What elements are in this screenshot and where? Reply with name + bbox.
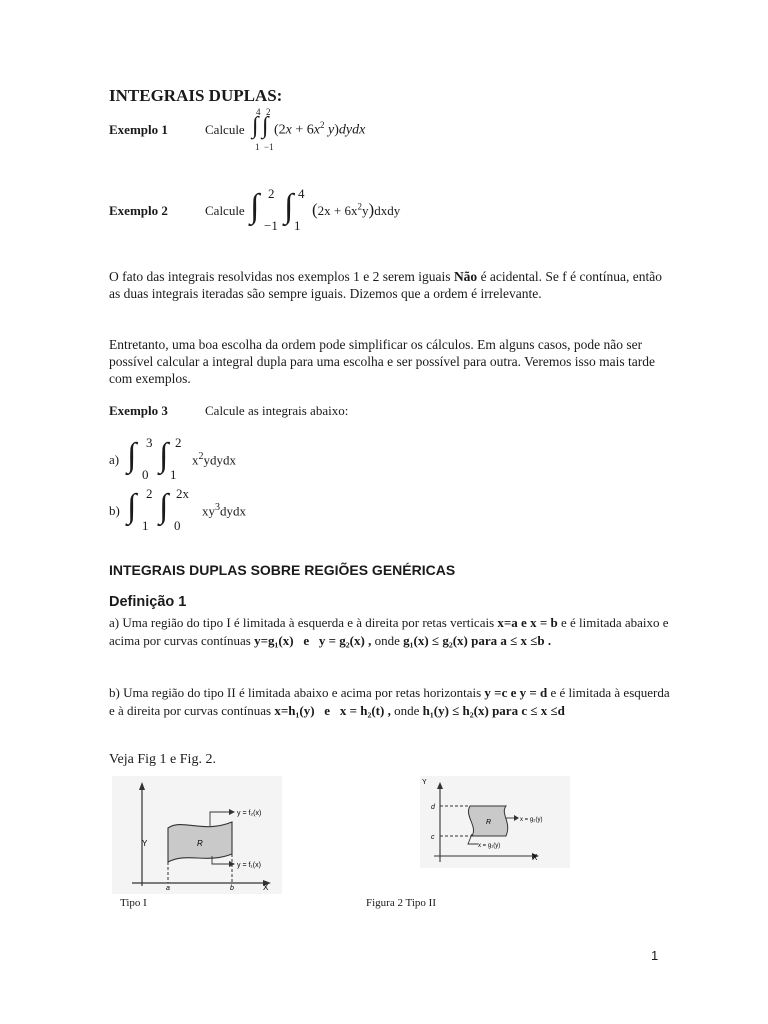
lower-limit: −1 — [264, 142, 274, 152]
paragraph-text: onde — [394, 703, 420, 718]
integral-sign: ∫ — [127, 437, 137, 474]
integrand: $x^2ydydx$ — [192, 451, 236, 468]
figure-1-caption: Tipo I — [120, 897, 147, 909]
integral-sign: ∫ — [127, 488, 137, 525]
y-axis-label: Y — [422, 779, 427, 786]
label-a: a — [166, 885, 170, 892]
lower-limit: −1 — [264, 218, 278, 233]
example-1-verb: Calcule — [205, 122, 245, 137]
emphasis-text: e — [324, 703, 331, 718]
lower-limit: 1 — [142, 518, 149, 533]
definition-type-1 — [109, 614, 674, 650]
upper-limit: 2 — [175, 435, 182, 450]
emphasis-text: e — [303, 633, 310, 648]
paragraph-text: a) Uma região do tipo I é limitada à esquerda e à direita por retas verticais — [109, 615, 495, 630]
lower-limit: 0 — [142, 467, 149, 482]
paragraph-text: onde — [374, 633, 400, 648]
paragraph-order-irrelevant — [109, 268, 669, 302]
example-2-label: Exemplo 2 — [109, 203, 168, 218]
emphasis-text: y = g₂(x) , — [318, 633, 372, 648]
lower-limit: 1 — [255, 142, 260, 152]
label-d: d — [431, 804, 435, 811]
integral-sign: ∫ — [159, 488, 169, 525]
paragraph-text: e é limitada à esquerda e à direita por curvas contínuas — [109, 685, 670, 718]
integral-sign: ∫ — [262, 113, 269, 139]
y-axis-label: Y — [142, 839, 148, 848]
figure-1-type-i — [112, 776, 282, 894]
example-1-formula — [252, 106, 452, 154]
item-label: b) — [109, 503, 120, 518]
emphasis-text: h₁(y) ≤ h₂(x) para c ≤ x ≤d — [422, 703, 565, 718]
emphasis-text: y =c e y = d — [484, 685, 548, 700]
definition-title: Definição 1 — [109, 594, 187, 610]
emphasis-text: Não — [453, 269, 478, 284]
lower-limit: 0 — [174, 518, 181, 533]
paragraph-text: b) Uma região do tipo II é limitada abaixo e acima por retas horizontais — [109, 685, 482, 700]
integral-sign: ∫ — [250, 188, 260, 225]
lower-limit: 1 — [294, 218, 301, 233]
top-curve-label: y = f₂(x) — [237, 810, 262, 817]
upper-limit: 4 — [256, 107, 261, 117]
item-label: a) — [109, 452, 120, 467]
paragraph-text: e é limitada abaixo e acima por curvas contínuas — [109, 615, 669, 648]
page-title: INTEGRAIS DUPLAS: — [109, 86, 283, 105]
integrand: $(2x + 6x^2y)dxdy$ — [312, 200, 401, 219]
example-1-label: Exemplo 1 — [109, 122, 168, 137]
figure-2-type-ii — [420, 776, 570, 868]
figure-2-caption: Figura 2 Tipo II — [366, 897, 436, 909]
left-curve-label: x = g₁(y) — [478, 843, 501, 849]
page-number: 1 — [651, 948, 659, 963]
region-label: R — [486, 819, 492, 826]
exercise-a — [109, 433, 329, 483]
bottom-curve-label: y = f₁(x) — [237, 862, 261, 869]
example-2-verb: Calcule — [205, 203, 245, 218]
paragraph-text: é acidental. Se f é contínua, então as duas integrais iteradas são sempre iguais. Dizemos que a ordem é irrelevante. — [109, 269, 662, 301]
integrand: $xy^3dydx$ — [202, 502, 246, 519]
figure-reference: Veja Fig 1 e Fig. 2. — [109, 752, 216, 767]
region-label: R — [197, 839, 203, 848]
upper-limit: 2x — [176, 486, 189, 501]
upper-limit: 2 — [146, 486, 153, 501]
right-curve-label: x = g₂(y) — [520, 817, 543, 823]
x-axis-label: X — [532, 853, 538, 862]
upper-limit: 4 — [298, 186, 305, 201]
label-c: c — [431, 834, 435, 841]
upper-limit: 2 — [266, 107, 271, 117]
integral-sign: ∫ — [252, 113, 259, 139]
example-2-formula — [250, 184, 470, 238]
paragraph-text: O fato das integrais resolvidas nos exemplos 1 e 2 serem iguais — [109, 269, 451, 284]
integral-sign: ∫ — [284, 188, 294, 225]
upper-limit: 3 — [146, 435, 153, 450]
section-title: INTEGRAIS DUPLAS SOBRE REGIÕES GENÉRICAS — [109, 562, 456, 578]
definition-type-2 — [109, 684, 674, 720]
emphasis-text: x = h₂(t) , — [339, 703, 391, 718]
emphasis-text: x=h₁(y) — [274, 703, 315, 718]
exercise-b — [109, 484, 329, 534]
paragraph-order-choice: Entretanto, uma boa escolha da ordem pode simplificar os cálculos. Em alguns casos, pode não ser possível calcular a integral dupla para uma escolha e ser possível para outra. Veremos isso mais tarde com exemplos. — [109, 337, 655, 386]
upper-limit: 2 — [268, 186, 275, 201]
integrand: ($2x + 6x^2$ y)dydx — [274, 120, 366, 138]
lower-limit: 1 — [170, 467, 177, 482]
label-b: b — [230, 885, 234, 892]
integral-sign: ∫ — [159, 437, 169, 474]
example-3-instruction: Calcule as integrais abaixo: — [205, 403, 349, 418]
emphasis-text: y=g₁(x) — [254, 633, 294, 648]
emphasis-text: x=a e x = b — [497, 615, 558, 630]
emphasis-text: g₁(x) ≤ g₂(x) para a ≤ x ≤b . — [403, 633, 552, 648]
example-3-label: Exemplo 3 — [109, 403, 168, 418]
x-axis-label: X — [263, 883, 269, 892]
